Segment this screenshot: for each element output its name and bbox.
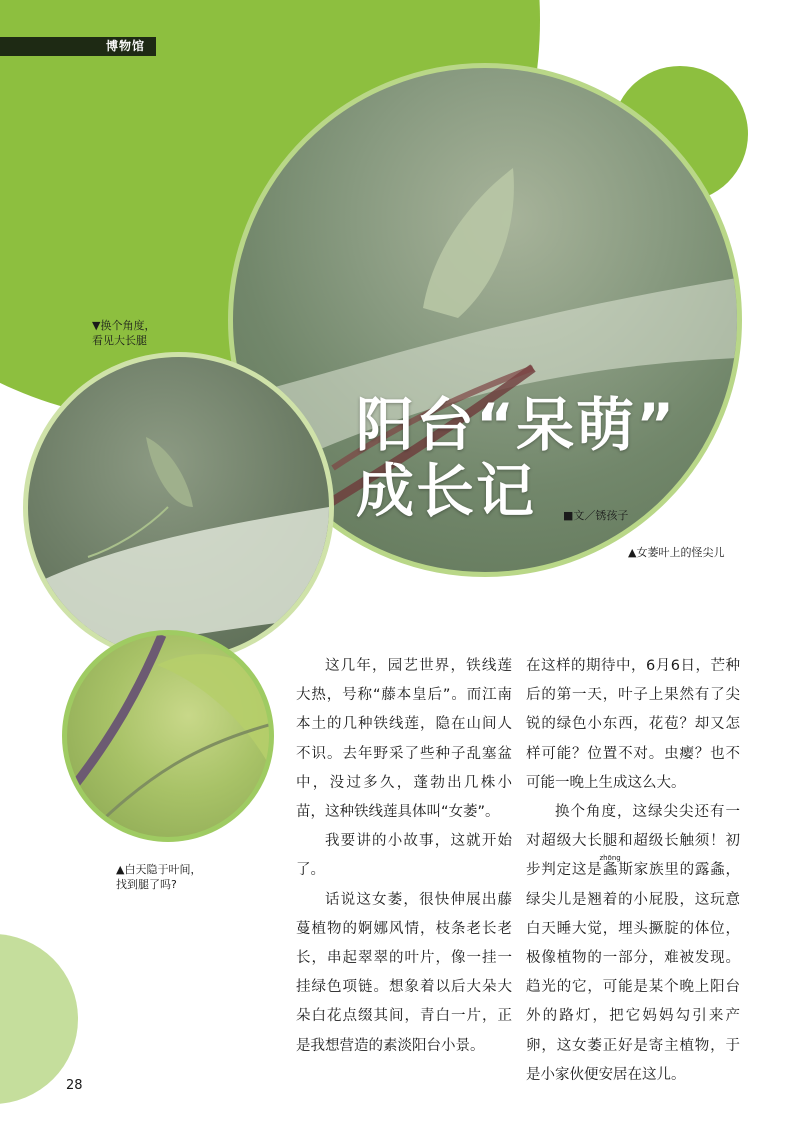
paragraph-4-start: 换个角度，这绿尖尖还有一对超级大长腿和超级长触须！初步判定这是: [526, 804, 740, 879]
caption-small-line-2: 找到腿了吗?: [116, 878, 177, 891]
title-line-2: 成长记: [356, 457, 537, 525]
paragraph-4-rest: 斯家族里的露螽，绿尖儿是翘着的小屁股，这玩意白天睡大觉，埋头撅腚的体位，极像植物的一部分，难被发现。趋光的它，可能是某个晚上阳台外的路灯，把它妈妈勾引来产卵，这女萎正好是寄主植物，于是小家伙便安居在这儿。: [526, 862, 741, 1083]
page-number: 28: [66, 1078, 83, 1093]
photo-hidden-in-leaves: [62, 630, 274, 842]
paragraph-3-continued: 在这样的期待中，6月6日，芒种后的第一天，叶子上果然有了尖锐的绿色小东西，花苞？却又怎样可能？位置不对。虫瘿？也不可能一晚上生成这么大。: [526, 658, 740, 791]
caption-main-photo: ▲女萎叶上的怪尖儿: [628, 546, 725, 559]
paragraph-3: 话说这女萎，很快伸展出藤蔓植物的婀娜风情，枝条老长老长，串起翠翠的叶片，像一挂一挂绿色项链。想象着以后大朵大朵白花点缀其间，青白一片，正是我想营造的素淡阳台小景。: [296, 891, 512, 1054]
byline: ■文／锈孩子: [563, 509, 629, 522]
caption-small-line-1: ▲白天隐于叶间，: [116, 863, 202, 876]
ruby-base: 螽: [599, 862, 621, 879]
article-column-left: [296, 652, 512, 1061]
caption-mid-line-1: ▼换个角度，: [92, 319, 156, 332]
caption-small-photo: [116, 862, 201, 892]
photo-side-angle-legs: [23, 352, 334, 663]
title-line-1: 阳台“呆萌”: [356, 391, 677, 459]
article-column-right: [526, 652, 740, 1090]
caption-mid-photo: [92, 318, 155, 348]
ruby-pinyin: zhōng: [599, 854, 621, 863]
caption-mid-line-2: 看见大长腿: [92, 334, 147, 347]
ruby-zhong: [599, 854, 621, 879]
article-title: [356, 392, 676, 524]
paragraph-2: 我要讲的小故事，这就开始了。: [296, 833, 512, 879]
section-label: 博物馆: [106, 39, 146, 53]
paragraph-4: [526, 798, 740, 1090]
paragraph-1: 这几年，园艺世界，铁线莲大热，号称“藤本皇后”。而江南本土的几种铁线莲，隐在山间人不识。去年野采了些种子乱塞盆中，没过多久，蓬勃出几株小苗，这种铁线莲具体叫“女萎”。: [296, 658, 512, 821]
